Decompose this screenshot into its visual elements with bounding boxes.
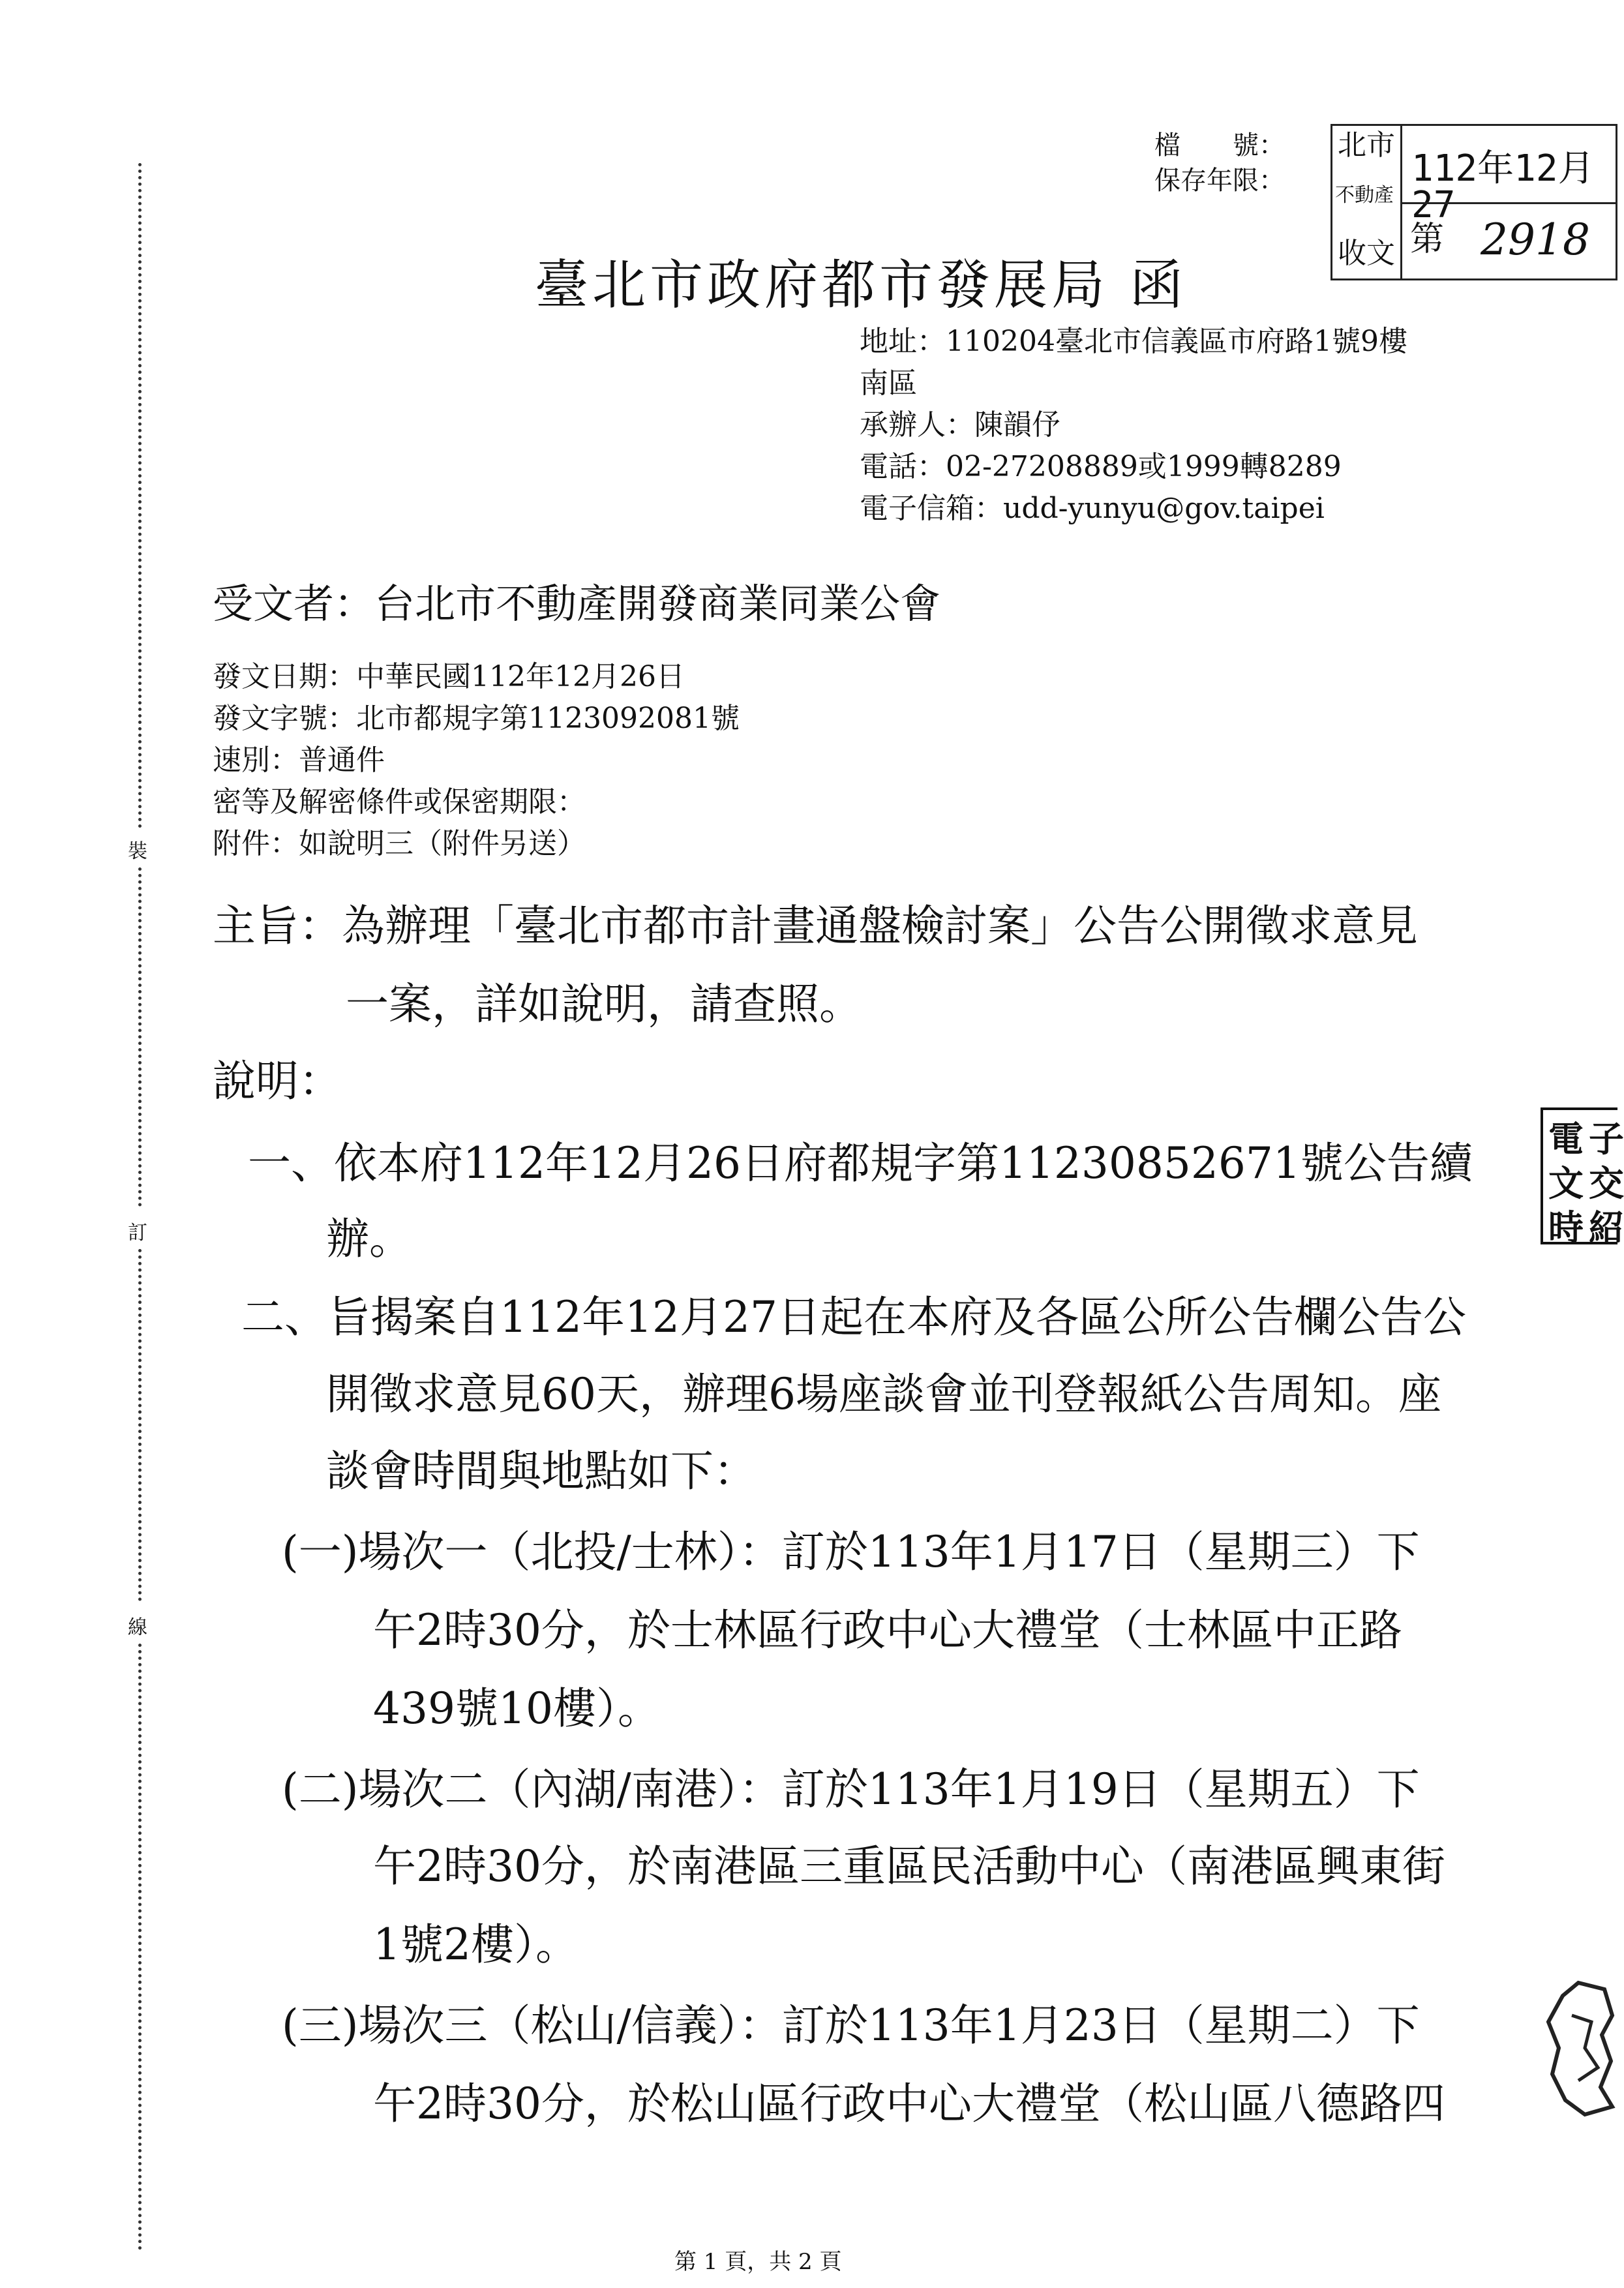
receipt-stamp-org-line2: 不動產	[1335, 184, 1394, 207]
address-line-2: 南區	[860, 367, 917, 400]
receipt-stamp-number	[1400, 202, 1617, 280]
retention-period-label: 保存年限：	[1154, 166, 1285, 196]
session-3-line-1: (三)場次三（松山/信義）：訂於113年1月23日（星期二）下	[282, 2000, 1420, 2051]
document-title: 臺北市政府都市發展局 函	[535, 254, 1188, 316]
binding-mark-ding: 訂	[128, 1222, 147, 1244]
attachment: 附件：如說明三（附件另送）	[213, 827, 586, 860]
recipient: 受文者：台北市不動產開發商業同業公會	[213, 580, 941, 627]
side-stamp-char-4: 子	[1589, 1118, 1624, 1160]
document-meta	[213, 656, 740, 865]
receipt-stamp-number-value: 2918	[1481, 215, 1590, 265]
session-2-line-2: 午2時30分，於南港區三重區民活動中心（南港區興東街	[373, 1841, 1445, 1891]
receipt-stamp-date-value: 112年12月27	[1411, 147, 1595, 226]
handler: 承辦人：陳韻伃	[860, 408, 1060, 442]
explanation-item-2-line-2: 開徵求意見60天，辦理6場座談會並刊登報紙公告周知。座	[326, 1369, 1441, 1419]
receipt-stamp-number-prefix: 第	[1410, 220, 1445, 259]
binding-dotted-line-bottom	[138, 1644, 142, 2250]
explanation-item-1-line-2: 辦。	[326, 1214, 412, 1264]
binding-mark-zhuang: 裝	[128, 840, 147, 863]
binding-mark-xian: 線	[128, 1616, 147, 1639]
explanation-item-2-line-1: 二、旨揭案自112年12月27日起在本府及各區公所公告欄公告公	[241, 1292, 1466, 1342]
file-number-label: 檔 號：	[1154, 130, 1285, 160]
subject-line-2: 一案，詳如說明，請查照。	[346, 979, 862, 1029]
subject-line-1: 主旨：為辦理「臺北市都市計畫通盤檢討案」公告公開徵求意見	[213, 901, 1418, 951]
issue-date: 發文日期：中華民國112年12月26日	[213, 660, 685, 693]
side-stamp-char-5: 交	[1589, 1162, 1624, 1204]
session-1-line-3: 439號10樓）。	[373, 1683, 661, 1734]
session-2-line-1: (二)場次二（內湖/南港）：訂於113年1月19日（星期五）下	[282, 1764, 1420, 1814]
phone: 電話：02-27208889或1999轉8289	[860, 450, 1342, 483]
explanation-heading: 說明：	[213, 1056, 342, 1106]
side-stamp-char-1: 電	[1548, 1118, 1584, 1160]
speed-class: 速別：普通件	[213, 744, 385, 777]
explanation-item-1-line-1: 一、依本府112年12月26日府都規字第11230852671號公告續	[248, 1138, 1473, 1188]
side-stamp-char-6: 紹	[1589, 1207, 1624, 1248]
session-1-line-1: (一)場次一（北投/士林）：訂於113年1月17日（星期三）下	[282, 1527, 1420, 1577]
explanation-item-2-line-3: 談會時間與地點如下：	[326, 1446, 757, 1496]
session-2-line-3: 1號2樓）。	[373, 1919, 579, 1970]
receipt-stamp-org	[1331, 124, 1402, 280]
seal-stamp-icon	[1539, 1976, 1617, 2120]
electronic-document-stamp	[1541, 1107, 1624, 1248]
binding-dotted-line-mid	[138, 867, 142, 1207]
side-stamp-char-3: 時	[1548, 1207, 1584, 1248]
side-stamp-char-2: 文	[1548, 1162, 1584, 1204]
binding-dotted-line-top	[138, 163, 142, 828]
receipt-stamp-org-line1: 北市	[1338, 128, 1395, 162]
binding-dotted-line-lower	[138, 1249, 142, 1601]
receipt-stamp	[1331, 124, 1617, 280]
document-number: 發文字號：北市都規字第1123092081號	[213, 702, 740, 735]
security-class: 密等及解密條件或保密期限：	[213, 785, 586, 819]
email: 電子信箱：udd-yunyu@gov.taipei	[860, 492, 1325, 525]
session-3-line-2: 午2時30分，於松山區行政中心大禮堂（松山區八德路四	[373, 2079, 1445, 2129]
session-1-line-2: 午2時30分，於士林區行政中心大禮堂（士林區中正路	[373, 1605, 1402, 1655]
file-meta	[1148, 128, 1285, 198]
contact-block	[860, 321, 1407, 530]
page-number: 第 1 頁，共 2 頁	[674, 2249, 842, 2275]
receipt-stamp-org-line3: 收文	[1338, 237, 1395, 270]
receipt-stamp-date	[1400, 124, 1617, 226]
address-line-1: 地址：110204臺北市信義區市府路1號9樓	[860, 325, 1407, 358]
